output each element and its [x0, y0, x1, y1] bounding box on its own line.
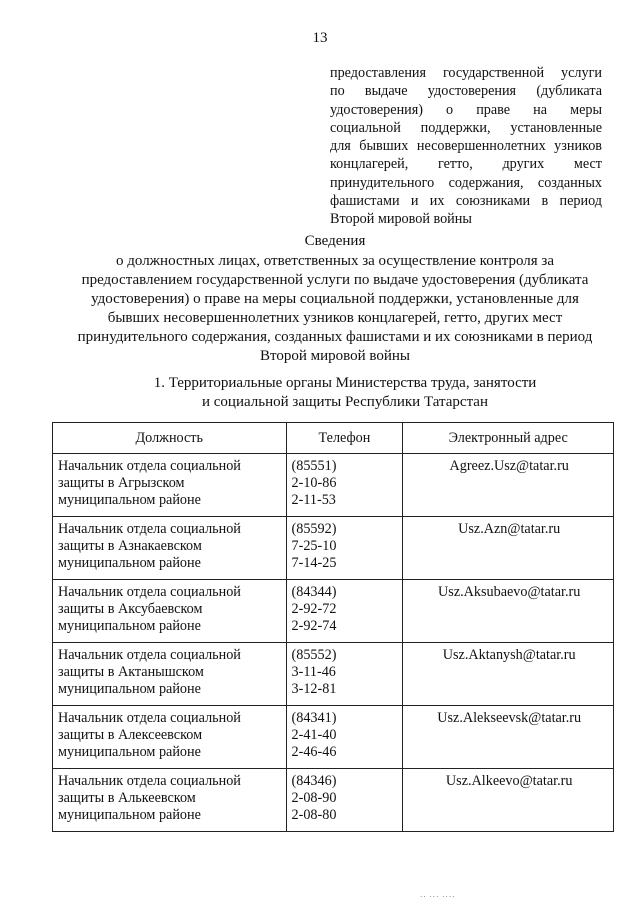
phone-line: 2-41-40 — [291, 727, 337, 743]
position-line: Начальник отдела социальной — [58, 647, 241, 663]
position-line: муниципальном районе — [58, 492, 201, 508]
phone-line: (85552) — [291, 647, 337, 663]
cell-phone — [286, 643, 403, 706]
cell-position — [53, 643, 287, 706]
cell-phone — [286, 580, 403, 643]
position-line: защиты в Азнакаевском — [58, 538, 202, 554]
table-body — [53, 454, 614, 832]
position-line: защиты в Актанышском — [58, 664, 204, 680]
contacts-table — [52, 422, 614, 832]
phone-line: 2-11-53 — [291, 492, 336, 508]
annex-line: фашистами и их союзниками в период — [330, 193, 602, 210]
cell-email — [403, 517, 614, 580]
email-address: Usz.Alekseevsk@tatar.ru — [437, 710, 582, 726]
email-address: Usz.Aksubaevo@tatar.ru — [438, 584, 581, 600]
phone-line: 2-10-86 — [291, 475, 337, 491]
page-number: 13 — [312, 30, 328, 46]
phone-line: 7-14-25 — [291, 555, 337, 571]
table-row — [53, 643, 614, 706]
position-line: Начальник отдела социальной — [58, 710, 241, 726]
position-line: муниципальном районе — [58, 618, 201, 634]
email-address: Usz.Aktanysh@tatar.ru — [442, 647, 576, 663]
column-header-email: Электронный адрес — [403, 423, 614, 454]
cell-position — [53, 580, 287, 643]
cell-position — [53, 769, 287, 832]
cell-email — [403, 769, 614, 832]
heading-line: принудительного содержания, созданных фашистами и их союзниками в период — [77, 329, 593, 345]
cell-phone — [286, 517, 403, 580]
cell-position — [53, 454, 287, 517]
cell-email — [403, 454, 614, 517]
cell-email — [403, 706, 614, 769]
phone-line: (84344) — [291, 584, 337, 600]
column-header-phone: Телефон — [286, 423, 403, 454]
table-header-row — [53, 423, 614, 454]
position-line: Начальник отдела социальной — [58, 458, 241, 474]
annex-line: концлагерей, гетто, других мест — [330, 156, 602, 173]
position-line: Начальник отдела социальной — [58, 773, 241, 789]
table-row — [53, 517, 614, 580]
position-line: защиты в Агрызском — [58, 475, 185, 491]
phone-line: (85592) — [291, 521, 337, 537]
phone-line: (84341) — [291, 710, 337, 726]
section-line: и социальной защиты Республики Татарстан — [202, 394, 488, 410]
cell-phone — [286, 454, 403, 517]
position-line: муниципальном районе — [58, 744, 201, 760]
phone-line: (85551) — [291, 458, 337, 474]
annex-line: социальной поддержки, установленные — [330, 119, 602, 136]
annex-line: принудительного содержания, созданных — [330, 174, 602, 191]
cell-position — [53, 517, 287, 580]
annex-line: для бывших несовершеннолетних узников — [330, 138, 602, 155]
position-line: защиты в Алексеевском — [58, 727, 203, 743]
annex-line: по выдаче удостоверения (дубликата — [330, 83, 602, 100]
email-address: Usz.Alkeevo@tatar.ru — [445, 773, 573, 789]
position-line: защиты в Алькеевском — [58, 790, 196, 806]
position-line: Начальник отдела социальной — [58, 521, 241, 537]
annex-line: Второй мировой войны — [330, 211, 472, 228]
position-line: муниципальном районе — [58, 681, 201, 697]
document-title: Сведения — [304, 233, 366, 249]
table-row — [53, 769, 614, 832]
document-heading — [40, 232, 630, 366]
phone-line: 2-46-46 — [291, 744, 337, 760]
position-line: муниципальном районе — [58, 555, 201, 571]
heading-line: предоставлением государственной услуги по выдаче удостоверения (дубликата — [81, 272, 589, 288]
cell-position — [53, 706, 287, 769]
phone-line: 2-08-80 — [291, 807, 337, 823]
phone-line: 2-92-72 — [291, 601, 337, 617]
cell-phone — [286, 769, 403, 832]
position-line: Начальник отдела социальной — [58, 584, 241, 600]
section-line: 1. Территориальные органы Министерства труда, занятости — [153, 375, 537, 391]
email-address: Usz.Azn@tatar.ru — [458, 521, 561, 537]
position-line: муниципальном районе — [58, 807, 201, 823]
annex-line: удостоверения) о праве на меры — [330, 101, 602, 118]
annex-reference — [330, 64, 602, 229]
cell-email — [403, 643, 614, 706]
heading-line: бывших несовершеннолетних узников концлагерей, гетто, других мест — [107, 310, 563, 326]
position-line: защиты в Аксубаевском — [58, 601, 203, 617]
cell-email — [403, 580, 614, 643]
phone-line: (84346) — [291, 773, 337, 789]
email-address: Agreez.Usz@tatar.ru — [449, 458, 569, 474]
phone-line: 3-12-81 — [291, 681, 337, 697]
table-row — [53, 454, 614, 517]
table-row — [53, 706, 614, 769]
annex-line: предоставления государственной услуги — [330, 65, 602, 81]
phone-line: 2-08-90 — [291, 790, 337, 806]
scan-artifact: ·· ··· ···· — [420, 893, 456, 901]
table-row — [53, 580, 614, 643]
heading-line: удостоверения) о праве на меры социальной поддержки, установленные для — [91, 291, 579, 307]
phone-line: 7-25-10 — [291, 538, 337, 554]
heading-line: Второй мировой войны — [259, 348, 411, 364]
heading-line: о должностных лицах, ответственных за осуществление контроля за — [116, 253, 554, 269]
column-header-position: Должность — [53, 423, 287, 454]
section-heading — [40, 374, 640, 412]
phone-line: 2-92-74 — [291, 618, 337, 634]
phone-line: 3-11-46 — [291, 664, 336, 680]
cell-phone — [286, 706, 403, 769]
